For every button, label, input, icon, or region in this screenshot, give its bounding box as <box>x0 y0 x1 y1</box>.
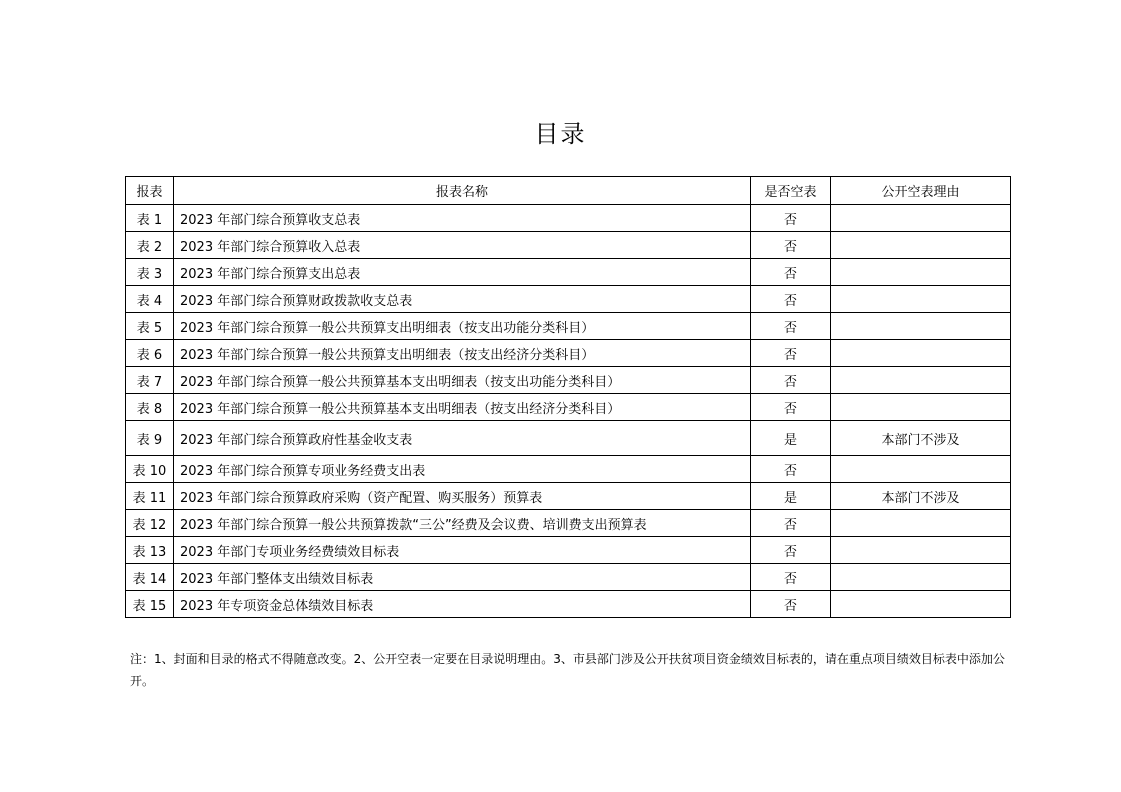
report-name-cell: 2023 年部门整体支出绩效目标表 <box>174 564 751 591</box>
empty-reason-cell <box>831 340 1011 367</box>
empty-reason-cell <box>831 205 1011 232</box>
report-name-cell: 2023 年部门综合预算一般公共预算支出明细表（按支出功能分类科目） <box>174 313 751 340</box>
empty-reason-cell <box>831 591 1011 618</box>
is-empty-cell: 否 <box>751 286 831 313</box>
report-no-cell: 表 6 <box>126 340 174 367</box>
report-no-cell: 表 1 <box>126 205 174 232</box>
empty-reason-cell <box>831 367 1011 394</box>
is-empty-cell: 否 <box>751 232 831 259</box>
table-row <box>126 421 1011 456</box>
is-empty-cell: 否 <box>751 205 831 232</box>
header-is-empty: 是否空表 <box>751 177 831 205</box>
report-name-cell: 2023 年部门综合预算政府性基金收支表 <box>174 421 751 456</box>
report-name-cell: 2023 年专项资金总体绩效目标表 <box>174 591 751 618</box>
table-row <box>126 367 1011 394</box>
is-empty-cell: 否 <box>751 367 831 394</box>
report-no-cell: 表 5 <box>126 313 174 340</box>
empty-reason-cell <box>831 564 1011 591</box>
table-row <box>126 456 1011 483</box>
table-header-row <box>126 177 1011 205</box>
table-row <box>126 286 1011 313</box>
report-no-cell: 表 13 <box>126 537 174 564</box>
report-name-cell: 2023 年部门综合预算一般公共预算支出明细表（按支出经济分类科目） <box>174 340 751 367</box>
report-name-cell: 2023 年部门综合预算一般公共预算拨款“三公”经费及会议费、培训费支出预算表 <box>174 510 751 537</box>
table-row <box>126 394 1011 421</box>
header-report-name: 报表名称 <box>174 177 751 205</box>
table-row <box>126 510 1011 537</box>
report-no-cell: 表 12 <box>126 510 174 537</box>
header-empty-reason: 公开空表理由 <box>831 177 1011 205</box>
report-name-cell: 2023 年部门综合预算财政拨款收支总表 <box>174 286 751 313</box>
is-empty-cell: 否 <box>751 394 831 421</box>
table-row <box>126 232 1011 259</box>
is-empty-cell: 否 <box>751 259 831 286</box>
report-directory-table <box>125 176 1011 618</box>
report-no-cell: 表 3 <box>126 259 174 286</box>
report-no-cell: 表 2 <box>126 232 174 259</box>
empty-reason-cell <box>831 510 1011 537</box>
empty-reason-cell <box>831 286 1011 313</box>
report-name-cell: 2023 年部门专项业务经费绩效目标表 <box>174 537 751 564</box>
table-row <box>126 340 1011 367</box>
report-name-cell: 2023 年部门综合预算专项业务经费支出表 <box>174 456 751 483</box>
empty-reason-cell <box>831 537 1011 564</box>
report-name-cell: 2023 年部门综合预算一般公共预算基本支出明细表（按支出经济分类科目） <box>174 394 751 421</box>
empty-reason-cell: 本部门不涉及 <box>831 483 1011 510</box>
table-row <box>126 564 1011 591</box>
report-no-cell: 表 4 <box>126 286 174 313</box>
is-empty-cell: 否 <box>751 510 831 537</box>
empty-reason-cell <box>831 456 1011 483</box>
report-name-cell: 2023 年部门综合预算一般公共预算基本支出明细表（按支出功能分类科目） <box>174 367 751 394</box>
table-row <box>126 205 1011 232</box>
page-title: 目录 <box>534 120 587 148</box>
report-name-cell: 2023 年部门综合预算支出总表 <box>174 259 751 286</box>
header-report-no: 报表 <box>126 177 174 205</box>
report-no-cell: 表 11 <box>126 483 174 510</box>
is-empty-cell: 否 <box>751 313 831 340</box>
empty-reason-cell <box>831 232 1011 259</box>
empty-reason-cell <box>831 313 1011 340</box>
empty-reason-cell: 本部门不涉及 <box>831 421 1011 456</box>
report-no-cell: 表 9 <box>126 421 174 456</box>
table-row <box>126 591 1011 618</box>
table-row <box>126 537 1011 564</box>
table-row <box>126 259 1011 286</box>
is-empty-cell: 否 <box>751 537 831 564</box>
is-empty-cell: 否 <box>751 564 831 591</box>
report-no-cell: 表 15 <box>126 591 174 618</box>
empty-reason-cell <box>831 259 1011 286</box>
table-row <box>126 313 1011 340</box>
report-no-cell: 表 10 <box>126 456 174 483</box>
is-empty-cell: 是 <box>751 483 831 510</box>
is-empty-cell: 否 <box>751 340 831 367</box>
report-name-cell: 2023 年部门综合预算收支总表 <box>174 205 751 232</box>
is-empty-cell: 否 <box>751 591 831 618</box>
is-empty-cell: 是 <box>751 421 831 456</box>
empty-reason-cell <box>831 394 1011 421</box>
footnote: 注：1、封面和目录的格式不得随意改变。2、公开空表一定要在目录说明理由。3、市县部门涉及公开扶贫项目资金绩效目标表的，请在重点项目绩效目标表中添加公开。 <box>130 652 1005 688</box>
is-empty-cell: 否 <box>751 456 831 483</box>
report-no-cell: 表 7 <box>126 367 174 394</box>
report-no-cell: 表 8 <box>126 394 174 421</box>
report-no-cell: 表 14 <box>126 564 174 591</box>
report-name-cell: 2023 年部门综合预算政府采购（资产配置、购买服务）预算表 <box>174 483 751 510</box>
table-row <box>126 483 1011 510</box>
report-name-cell: 2023 年部门综合预算收入总表 <box>174 232 751 259</box>
